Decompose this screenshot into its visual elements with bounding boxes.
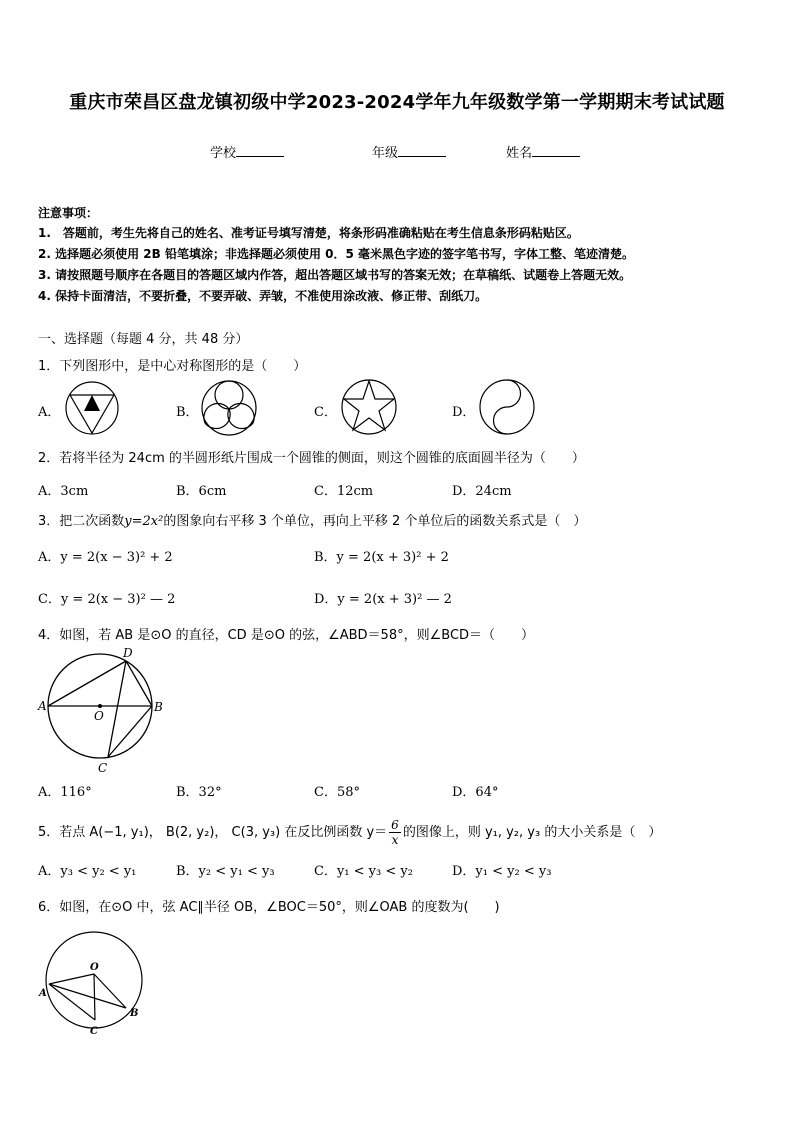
q4-circle-diagram xyxy=(34,644,164,776)
name-field xyxy=(506,142,580,161)
q4-option-a: A．116° xyxy=(38,785,92,800)
q3-option-b: B．y = 2(x + 3)² + 2 xyxy=(314,550,449,565)
q5-option-b: B．y₂ < y₁ < y₃ xyxy=(176,864,275,879)
school-blank xyxy=(236,145,284,157)
note-item: 3. 请按照题号顺序在各题目的答题区域内作答，超出答题区域书写的答案无效；在草稿纸、试题卷上答题无效。 xyxy=(38,268,632,282)
name-blank xyxy=(532,145,580,157)
q3-option-d: D．y = 2(x + 3)² — 2 xyxy=(314,592,452,607)
grade-field xyxy=(372,142,446,161)
q1-option-c-figure xyxy=(340,378,398,436)
grade-blank xyxy=(398,145,446,157)
note-item: 4. 保持卡面清洁，不要折叠，不要弄破、弄皱，不准使用涂改液、修正带、刮纸刀。 xyxy=(38,289,488,303)
q1-option-c-label: C． xyxy=(314,405,337,420)
point-label-d: D xyxy=(123,646,133,660)
q2-option-b: B．6cm xyxy=(176,484,227,499)
point-label-o: O xyxy=(90,962,99,973)
note-item: 2. 选择题必须使用 2B 铅笔填涂；非选择题必须使用 0．5 毫米黑色字迹的签字笔书写，字体工整、笔迹清楚。 xyxy=(38,247,634,261)
q5-option-c: C．y₁ < y₃ < y₂ xyxy=(314,864,413,879)
school-field xyxy=(210,142,284,161)
notes-heading: 注意事项： xyxy=(38,206,99,220)
q5-fraction-numerator: 6 xyxy=(391,818,399,832)
question-5-stem xyxy=(38,818,661,847)
school-label: 学校 xyxy=(210,146,237,161)
point-label-o: O xyxy=(94,709,104,723)
q5-option-d: D．y₁ < y₂ < y₃ xyxy=(452,864,552,879)
q3-option-a: A．y = 2(x − 3)² + 2 xyxy=(38,550,173,565)
q3-stem-part: 的图象向右平移 3 个单位，再向上平移 2 个单位后的函数关系式是（ ） xyxy=(163,514,587,529)
q1-option-d-figure xyxy=(478,378,536,436)
question-1-stem: 1．下列图形中，是中心对称图形的是（ ） xyxy=(38,359,307,374)
q1-option-d-label: D． xyxy=(452,405,476,420)
q3-option-c: C．y = 2(x − 3)² — 2 xyxy=(38,592,176,607)
q5-stem-part: 的图像上，则 y₁, y₂, y₃ 的大小关系是（ ） xyxy=(402,825,662,840)
point-label-a: A xyxy=(39,988,47,999)
point-label-c: C xyxy=(90,1026,98,1037)
question-6-stem: 6．如图，在⊙O 中，弦 AC∥半径 OB，∠BOC＝50°，则∠OAB 的度数为( ) xyxy=(38,900,500,915)
q2-option-d: D．24cm xyxy=(452,484,512,499)
q3-stem-part: 3．把二次函数 xyxy=(38,514,125,529)
question-4-stem: 4．如图，若 AB 是⊙O 的直径，CD 是⊙O 的弦，∠ABD＝58°，则∠BCD＝（ ） xyxy=(38,628,535,643)
q6-circle-diagram xyxy=(34,924,154,1042)
q4-option-c: C．58° xyxy=(314,785,360,800)
q5-option-a: A．y₃ < y₂ < y₁ xyxy=(38,864,137,879)
q1-option-a-figure xyxy=(64,380,120,436)
q5-stem-part: 5．若点 A(−1, y₁)， B(2, y₂)， C(3, y₃) 在反比例函数 y＝ xyxy=(38,825,388,840)
note-item: 1. 答题前，考生先将自己的姓名、准考证号填写清楚，将条形码准确粘贴在考生信息条形码粘贴区。 xyxy=(38,226,579,240)
q2-option-a: A．3cm xyxy=(38,484,89,499)
question-2-stem: 2．若将半径为 24cm 的半圆形纸片围成一个圆锥的侧面，则这个圆锥的底面圆半径为（ ） xyxy=(38,451,585,466)
page-title: 重庆市荣昌区盘龙镇初级中学2023-2024学年九年级数学第一学期期末考试试题 xyxy=(69,92,725,113)
q5-fraction-denominator: x xyxy=(391,833,399,847)
q1-option-a-label: A． xyxy=(38,405,61,420)
q4-option-b: B．32° xyxy=(176,785,222,800)
grade-label: 年级 xyxy=(372,146,399,161)
point-label-c: C xyxy=(98,761,108,775)
q3-function: y=2x² xyxy=(124,514,164,529)
q1-option-b-label: B． xyxy=(176,405,199,420)
question-3-stem xyxy=(38,510,586,529)
q5-fraction xyxy=(389,818,401,847)
q4-option-d: D．64° xyxy=(452,785,499,800)
name-label: 姓名 xyxy=(506,146,533,161)
section-heading: 一、选择题（每题 4 分，共 48 分） xyxy=(38,332,249,347)
point-label-a: A xyxy=(38,699,47,713)
q2-option-c: C．12cm xyxy=(314,484,374,499)
point-label-b: B xyxy=(154,700,163,714)
point-label-b: B xyxy=(130,1008,139,1019)
q1-option-b-figure xyxy=(200,380,258,436)
